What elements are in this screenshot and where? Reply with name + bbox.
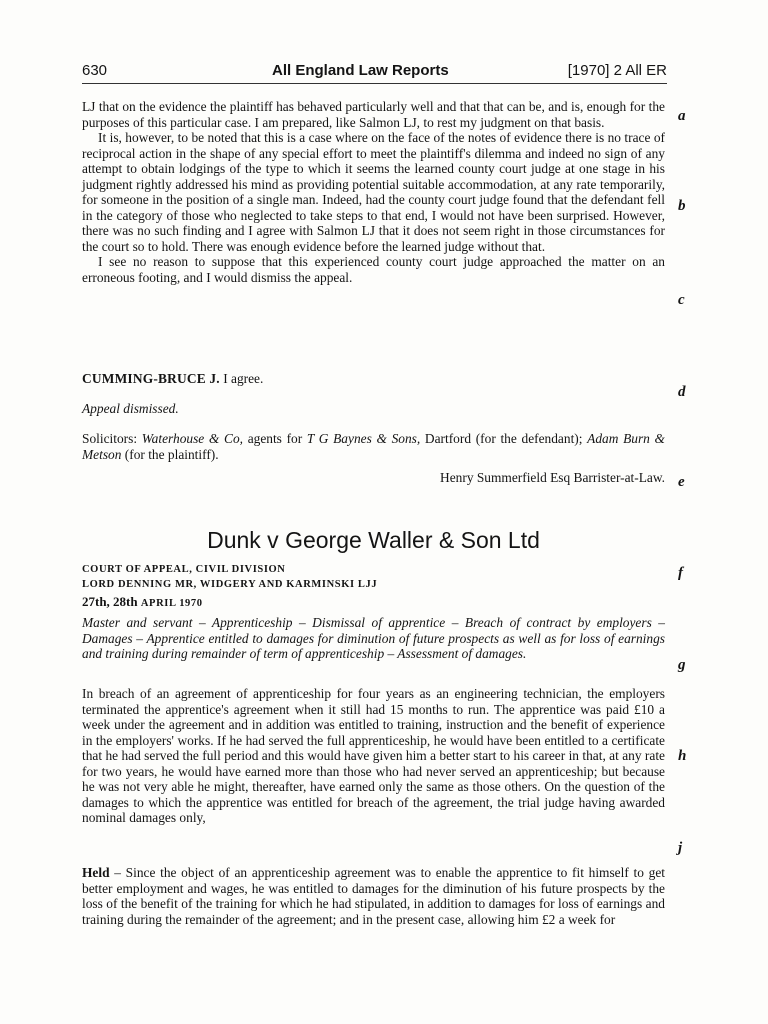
solicitors-label: Solicitors: <box>82 431 138 446</box>
paragraph: It is, however, to be noted that this is a case where on the face of the notes of evidence there is no trace of reciprocal action in the shape of any special effort to meet the plaintiff's dilemma and indeed no sign of any attempt to obtain lodgings of the type to which it seems the learned county court judge at one stage in his judgment rightly addressed his mind as providing potential suitable accommodation, at any rate temporarily, for someone in the position of a single man. Indeed, had the county court judge found that the defendant fell in the category of those who neglected to take steps to that end, I would not have been surprised. However, there was no such finding and I agree with Salmon LJ that it does not seem right in those circumstances for the court so to hold. There was enough evidence before the learned judge without that. <box>82 130 665 254</box>
margin-letter-d: d <box>678 384 686 400</box>
solicitor-text: (for the plaintiff). <box>124 446 219 462</box>
report-title: All England Law Reports <box>272 62 449 79</box>
held <box>82 865 665 927</box>
solicitor-firm: Adam Burn & Metson <box>82 431 665 462</box>
margin-letter-g: g <box>678 657 686 673</box>
header-rule <box>82 83 667 84</box>
catchwords: Master and servant – Apprenticeship – Dismissal of apprentice – Breach of contract by employers – Damages – Apprentice entitled to damages for diminution of future prospects as well as for loss of earnings and training during remainder of term of apprenticeship – Assessment of damages. <box>82 615 665 661</box>
volume-citation: [1970] 2 All ER <box>567 62 667 79</box>
judge-statement: I agree. <box>223 371 264 386</box>
reporter: Henry Summerfield Esq Barrister-at-Law. <box>440 470 665 485</box>
margin-letter-c: c <box>678 292 685 308</box>
date-days: 27th, 28th <box>82 594 138 609</box>
held-label: Held <box>82 865 110 880</box>
solicitor-text: agents for <box>247 431 303 446</box>
concurring-judgment <box>82 371 665 387</box>
margin-letter-h: h <box>678 748 687 764</box>
paragraph: I see no reason to suppose that this experienced county court judge approached the matter on an erroneous footing, and I would dismiss the appeal. <box>82 254 665 285</box>
margin-letter-e: e <box>678 474 685 490</box>
running-header <box>82 62 667 84</box>
judges: LORD DENNING MR, WIDGERY AND KARMINSKI LJJ <box>82 579 378 590</box>
outcome: Appeal dismissed. <box>82 401 179 416</box>
solicitor-text: Dartford (for the defendant); <box>424 431 583 446</box>
solicitor-firm: Waterhouse & Co, <box>141 431 243 446</box>
page-number: 630 <box>82 62 108 79</box>
judge-name: CUMMING-BRUCE J. <box>82 371 220 386</box>
judgment-text <box>82 99 665 285</box>
solicitor-firm: T G Baynes & Sons, <box>306 431 421 446</box>
hearing-date <box>82 594 203 610</box>
case-title: Dunk v George Waller & Son Ltd <box>207 527 540 553</box>
solicitors <box>82 431 665 462</box>
court: COURT OF APPEAL, CIVIL DIVISION <box>82 564 286 575</box>
paragraph: LJ that on the evidence the plaintiff has behaved particularly well and that that can be, and is, enough for the purposes of this particular case. I am prepared, like Salmon LJ, to rest my judgment on that basis. <box>82 99 665 130</box>
held-text: – Since the object of an apprenticeship agreement was to enable the apprentice to fit himself to get better employment and wages, he was entitled to damages for the diminution of his future prospects by the loss of the benefit of the training for which he had stipulated, in addition to damages for loss of earnings and training during the remainder of the agreement; and in the present case, allowing him £2 a week for <box>82 865 665 927</box>
margin-letter-a: a <box>678 108 686 124</box>
margin-letter-b: b <box>678 198 686 214</box>
headnote: In breach of an agreement of apprenticeship for four years as an engineering technician, the employers terminated the apprentice's agreement when it still had 15 months to run. The apprentice was paid £10 a week under the agreement and in addition was entitled to training, instruction and the benefit of experience in the employers' works. If he had served the full apprenticeship, he would have been entitled to a certificate that he had served the full period and this would have given him a better start to his career in that, at any rate for two years, he would have earned more than those who had never served an apprenticeship; but because he was not very able he might, thereafter, have earned only the same as those others. On the question of the damages to which the apprentice was entitled for breach of the agreement, the trial judge having awarded nominal damages only, <box>82 686 665 825</box>
margin-letter-f: f <box>678 565 683 581</box>
date-month-year: APRIL 1970 <box>140 598 203 609</box>
margin-letter-j: j <box>678 840 683 856</box>
